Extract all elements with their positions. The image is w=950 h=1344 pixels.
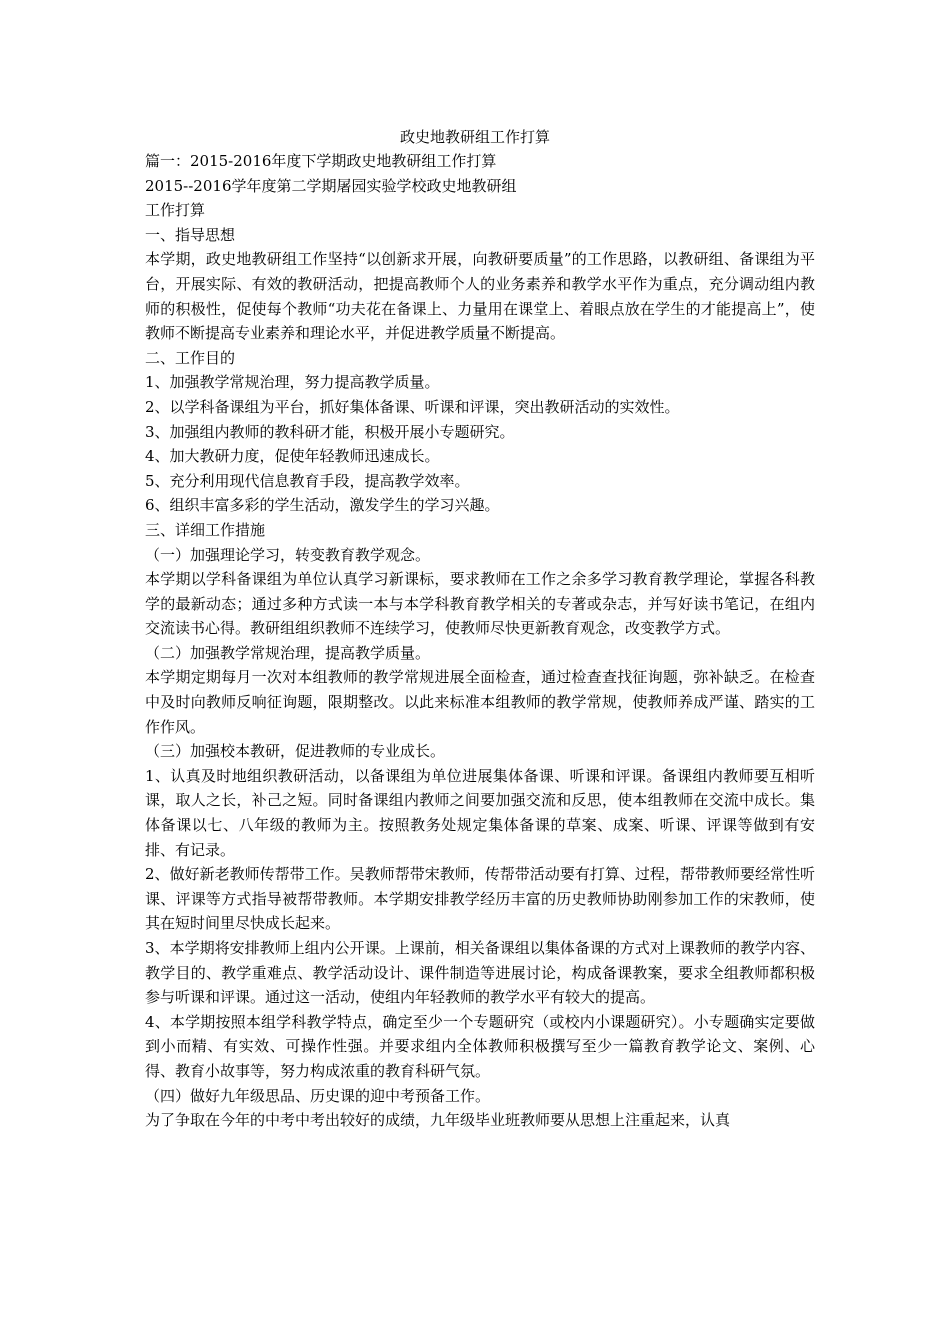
list-item: 5、充分利用现代信息教育手段，提高教学效率。 (145, 471, 470, 490)
subsection-heading: （一）加强理论学习，转变教育教学观念。 (145, 545, 431, 564)
section-heading: 二、工作目的 (145, 348, 236, 367)
section-heading: 三、详细工作措施 (145, 520, 266, 539)
paragraph: 4、本学期按照本组学科教学特点，确定至少一个专题研究（或校内小课题研究）。小专题确实定要做到小而精、有实效、可操作性强。并要求组内全体教师积极撰写至少一篇教育教学论文、案例、心得、教育小故事等，努力构成浓重的教育科研气氛。 (145, 1012, 815, 1080)
document-title: 政史地教研组工作打算 (399, 128, 550, 146)
document-body (145, 149, 815, 1133)
list-item: 3、加强组内教师的教科研才能，积极开展小专题研究。 (145, 422, 515, 441)
subsection-heading: （三）加强校本教研，促进教师的专业成长。 (145, 742, 446, 761)
list-item: 1、加强教学常规治理，努力提高教学质量。 (145, 373, 440, 392)
list-item: 2、以学科备课组为平台，抓好集体备课、听课和评课，突出教研活动的实效性。 (145, 397, 680, 416)
paragraph: 2015--2016学年度第二学期屠园实验学校政史地教研组 (145, 176, 517, 195)
paragraph: 本学期定期每月一次对本组教师的教学常规进展全面检查，通过检查查找征询题，弥补缺乏。在检查中及时向教师反响征询题，限期整改。以此来标准本组教师的教学常规，使教师养成严谨、踏实的工作作风。 (145, 668, 815, 736)
list-item: 6、组织丰富多彩的学生活动，激发学生的学习兴趣。 (145, 496, 500, 515)
paragraph: 3、本学期将安排教师上组内公开课。上课前，相关备课组以集体备课的方式对上课教师的教学内容、教学目的、教学重难点、教学活动设计、课件制造等进展讨论，构成备课教案，要求全组教师都积极参与听课和评课。通过这一活动，使组内年轻教师的教学水平有较大的提高。 (145, 939, 815, 1007)
paragraph: 篇一：2015-2016年度下学期政史地教研组工作打算 (145, 152, 497, 170)
paragraph: 本学期，政史地教研组工作坚持“以创新求开展，向教研要质量”的工作思路，以教研组、备课组为平台，开展实际、有效的教研活动，把提高教师个人的业务素养和教学水平作为重点，充分调动组内教师的积极性，促使每个教师“功夫花在备课上、力量用在课堂上、着眼点放在学生的才能提高上”，使教师不断提高专业素养和理论水平，并促进教学质量不断提高。 (145, 250, 815, 343)
paragraph: 2、做好新老教师传帮带工作。吴教师帮带宋教师，传帮带活动要有打算、过程，帮带教师要经常性听课、评课等方式指导被帮带教师。本学期安排教学经历丰富的历史教师协助刚参加工作的宋教师，使其在短时间里尽快成长起来。 (145, 865, 815, 933)
subsection-heading: （二）加强教学常规治理，提高教学质量。 (145, 643, 431, 662)
paragraph: 1、认真及时地组织教研活动，以备课组为单位进展集体备课、听课和评课。备课组内教师要互相听课，取人之长，补己之短。同时备课组内教师之间要加强交流和反思，使本组教师在交流中成长。集体备课以七、八年级的教师为主。按照教务处规定集体备课的草案、成案、听课、评课等做到有安排、有记录。 (145, 766, 815, 859)
paragraph: 工作打算 (145, 201, 206, 220)
list-item: 4、加大教研力度，促使年轻教师迅速成长。 (145, 447, 440, 466)
paragraph: 本学期以学科备课组为单位认真学习新课标，要求教师在工作之余多学习教育教学理论，掌握各科教学的最新动态；通过多种方式读一本与本学科教育教学相关的专著或杂志，并写好读书笔记，在组内交流读书心得。教研组组织教师不连续学习，使教师尽快更新教育观念，改变教学方式。 (145, 570, 815, 638)
subsection-heading: （四）做好九年级思品、历史课的迎中考预备工作。 (145, 1086, 491, 1105)
section-heading: 一、指导思想 (145, 225, 236, 244)
paragraph: 为了争取在今年的中考中考出较好的成绩，九年级毕业班教师要从思想上注重起来，认真 (145, 1111, 731, 1130)
